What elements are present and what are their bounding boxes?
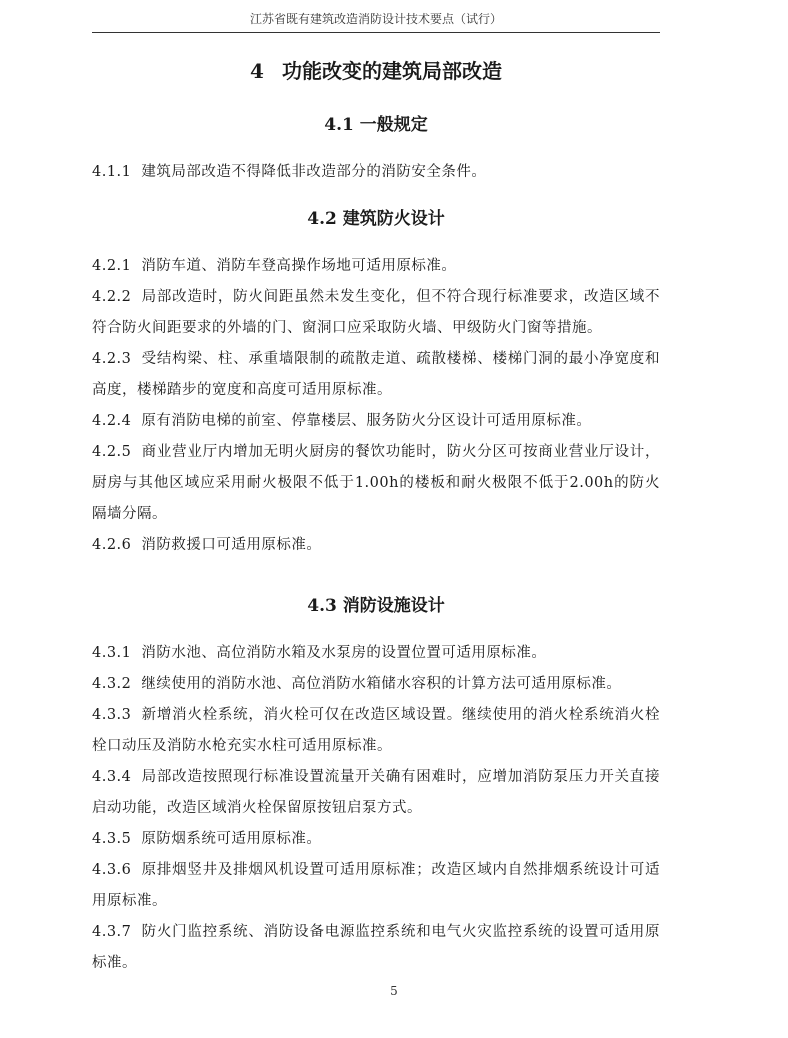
clause-text: 局部改造按照现行标准设置流量开关确有困难时，应增加消防泵压力开关直接启动功能，改造区域消火栓保留原按钮启泵方式。	[92, 769, 660, 816]
clause-number: 4.2.5	[92, 444, 132, 460]
clause-4-2-1	[92, 251, 660, 282]
clause-4-3-7	[92, 917, 660, 979]
clause-4-3-4	[92, 762, 660, 824]
section-heading-4-1: 4.1 一般规定	[324, 115, 428, 135]
clause-text: 局部改造时，防火间距虽然未发生变化，但不符合现行标准要求，改造区域不符合防火间距要求的外墙的门、窗洞口应采取防火墙、甲级防火门窗等措施。	[92, 289, 660, 336]
page-body	[92, 46, 660, 979]
clause-4-2-6	[92, 530, 660, 561]
section-4-1-clauses	[92, 157, 660, 188]
clause-text: 原排烟竖井及排烟风机设置可适用原标准；改造区域内自然排烟系统设计可适用原标准。	[92, 862, 660, 909]
clause-number: 4.3.5	[92, 831, 132, 847]
clause-text: 原防烟系统可适用原标准。	[141, 831, 322, 847]
clause-number: 4.3.6	[92, 862, 132, 878]
clause-text: 消防水池、高位消防水箱及水泵房的设置位置可适用原标准。	[141, 645, 547, 661]
clause-number: 4.3.3	[92, 707, 132, 723]
clause-4-3-5	[92, 824, 660, 855]
clause-text: 商业营业厅内增加无明火厨房的餐饮功能时，防火分区可按商业营业厅设计，厨房与其他区域应采用耐火极限不低于1.00h的楼板和耐火极限不低于2.00h的防火隔墙分隔。	[92, 444, 660, 522]
clause-number: 4.3.4	[92, 769, 132, 785]
header-title: 江苏省既有建筑改造消防设计技术要点（试行）	[249, 12, 502, 26]
clause-text: 新增消火栓系统，消火栓可仅在改造区域设置。继续使用的消火栓系统消火栓栓口动压及消防水枪充实水柱可适用原标准。	[92, 707, 660, 754]
clause-number: 4.2.3	[92, 351, 132, 367]
clause-number: 4.2.4	[92, 413, 132, 429]
chapter-number: 4	[250, 59, 264, 83]
clause-4-2-5	[92, 437, 660, 530]
clause-text: 受结构梁、柱、承重墙限制的疏散走道、疏散楼梯、楼梯门洞的最小净宽度和高度，楼梯踏步的宽度和高度可适用原标准。	[92, 351, 660, 398]
clause-4-2-4	[92, 406, 660, 437]
clause-text: 原有消防电梯的前室、停靠楼层、服务防火分区设计可适用原标准。	[141, 413, 592, 429]
chapter-title	[92, 54, 660, 88]
section-4-2-clauses	[92, 251, 660, 561]
clause-4-3-1	[92, 638, 660, 669]
clause-4-2-3	[92, 344, 660, 406]
page-number: 5	[390, 984, 398, 998]
clause-number: 4.2.2	[92, 289, 132, 305]
clause-number: 4.2.6	[92, 537, 132, 553]
clause-number: 4.1.1	[92, 164, 132, 180]
clause-4-3-3	[92, 700, 660, 762]
clause-4-1-1	[92, 157, 660, 188]
clause-text: 消防救援口可适用原标准。	[141, 537, 322, 553]
section-heading-4-3: 4.3 消防设施设计	[307, 596, 445, 616]
running-header	[92, 10, 660, 33]
clause-text: 建筑局部改造不得降低非改造部分的消防安全条件。	[141, 164, 487, 180]
clause-number: 4.3.1	[92, 645, 132, 661]
section-4-3-clauses	[92, 638, 660, 979]
clause-text: 继续使用的消防水池、高位消防水箱储水容积的计算方法可适用原标准。	[141, 676, 622, 692]
clause-number: 4.3.2	[92, 676, 132, 692]
clause-number: 4.2.1	[92, 258, 132, 274]
chapter-title-text: 功能改变的建筑局部改造	[281, 59, 502, 83]
clause-text: 防火门监控系统、消防设备电源监控系统和电气火灾监控系统的设置可适用原标准。	[92, 924, 660, 971]
clause-4-2-2	[92, 282, 660, 344]
clause-4-3-2	[92, 669, 660, 700]
section-heading-4-2: 4.2 建筑防火设计	[307, 209, 445, 229]
clause-number: 4.3.7	[92, 924, 132, 940]
clause-4-3-6	[92, 855, 660, 917]
clause-text: 消防车道、消防车登高操作场地可适用原标准。	[141, 258, 457, 274]
